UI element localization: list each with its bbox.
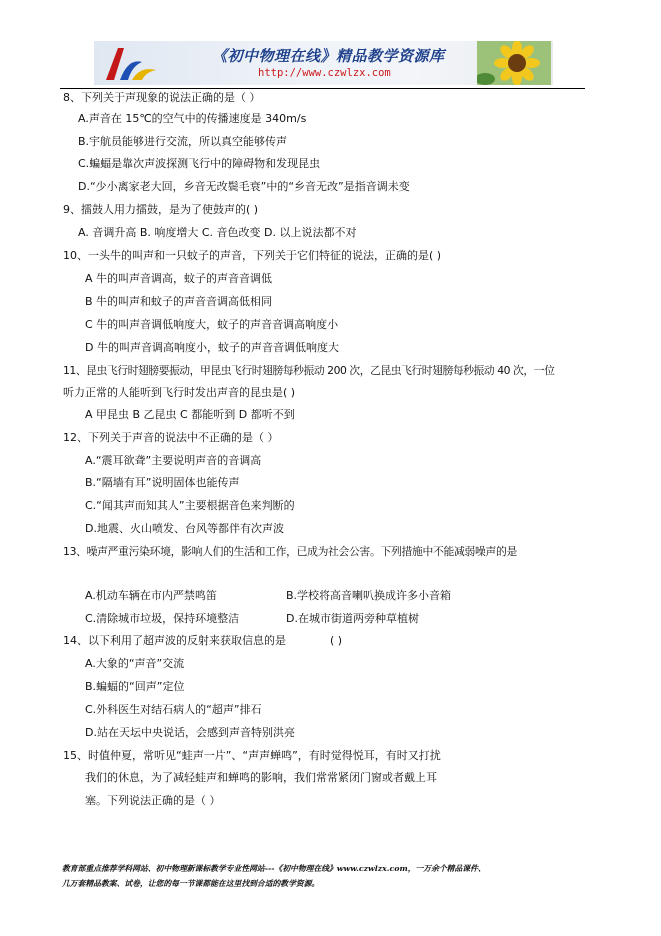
site-logo bbox=[102, 44, 162, 82]
q8-stem: 8、下列关于声现象的说法正确的是（ ） bbox=[63, 91, 261, 104]
q9-options: A. 音调升高 B. 响度增大 C. 音色改变 D. 以上说法都不对 bbox=[78, 226, 357, 239]
q12-option-b: B.“隔墙有耳”说明固体也能传声 bbox=[85, 476, 240, 489]
q10-option-b: B 牛的叫声和蚊子的声音音调高低相同 bbox=[85, 295, 273, 308]
sunflower-image bbox=[477, 41, 551, 85]
q12-stem: 12、下列关于声音的说法中不正确的是（ ） bbox=[63, 431, 279, 444]
q10-option-a: A 牛的叫声音调高，蚊子的声音音调低 bbox=[85, 272, 273, 285]
q8-option-b: B.宇航员能够进行交流，所以真空能够传声 bbox=[78, 135, 288, 148]
q8-option-a: A.声音在 15℃的空气中的传播速度是 340m/s bbox=[78, 112, 307, 125]
footer-line-1: 教育部重点推荐学科网站、初中物理新课标教学专业性网站---《初中物理在线》www.czwlzx.com，一万余个精品课件、 bbox=[62, 864, 486, 873]
q10-option-c: C 牛的叫声音调低响度大，蚊子的声音音调高响度小 bbox=[85, 318, 339, 331]
q9-stem: 9、擂鼓人用力擂鼓，是为了使鼓声的( ) bbox=[63, 203, 259, 216]
q8-option-d: D.“少小离家老大回，乡音无改鬓毛衰”中的“乡音无改”是指音调未变 bbox=[78, 180, 410, 193]
q13-option-b: B.学校将高音喇叭换成许多小音箱 bbox=[286, 589, 452, 602]
q15-stem-line2: 我们的休息，为了减轻蛙声和蝉鸣的影响，我们常常紧闭门窗或者戴上耳 bbox=[85, 771, 437, 784]
q14-option-c: C.外科医生对结石病人的“超声”排石 bbox=[85, 703, 262, 716]
q10-option-d: D 牛的叫声音调高响度小，蚊子的声音音调低响度大 bbox=[85, 341, 339, 354]
q13-stem: 13、噪声严重污染环境，影响人们的生活和工作，已成为社会公害。下列措施中不能减弱噪声的是 bbox=[63, 545, 518, 558]
q11-options: A 甲昆虫 B 乙昆虫 C 都能听到 D 都听不到 bbox=[85, 408, 295, 421]
q12-option-a: A.“震耳欲聋”主要说明声音的音调高 bbox=[85, 454, 262, 467]
q15-stem: 15、时值仲夏，常听见“蛙声一片”、“声声蝉鸣”，有时觉得悦耳，有时又打扰 bbox=[63, 749, 441, 762]
q14-answer-blank: ( ) bbox=[330, 634, 343, 647]
q14-option-a: A.大象的“声音”交流 bbox=[85, 657, 185, 670]
footer-line-2: 几万套精品教案、试卷，让您的每一节课都能在这里找到合适的教学资源。 bbox=[62, 879, 320, 888]
q12-option-c: C.“闻其声而知其人”主要根据音色来判断的 bbox=[85, 499, 295, 512]
q11-stem: 11、昆虫飞行时翅膀要振动，甲昆虫飞行时翅膀每秒振动 200 次，乙昆虫飞行时翅膀每秒振动 40 次，一位 bbox=[63, 364, 555, 377]
q13-option-a: A.机动车辆在市内严禁鸣笛 bbox=[85, 589, 217, 602]
q10-stem: 10、一头牛的叫声和一只蚊子的声音，下列关于它们特征的说法，正确的是( ) bbox=[63, 249, 442, 262]
site-url[interactable]: http://www.czwlzx.com bbox=[258, 67, 391, 79]
q11-stem-continued: 听力正常的人能听到飞行时发出声音的昆虫是( ) bbox=[63, 386, 296, 399]
q12-option-d: D.地震、火山喷发、台风等都伴有次声波 bbox=[85, 522, 284, 535]
q8-option-c: C.蝙蝠是靠次声波探测飞行中的障碍物和发现昆虫 bbox=[78, 157, 321, 170]
q14-option-d: D.站在天坛中央说话，会感到声音特别洪亮 bbox=[85, 726, 295, 739]
q13-option-c: C.清除城市垃圾，保持环境整洁 bbox=[85, 612, 240, 625]
header-rule bbox=[60, 88, 585, 89]
q15-stem-line3: 塞。下列说法正确的是（ ） bbox=[85, 794, 221, 807]
q13-option-d: D.在城市街道两旁种草植树 bbox=[286, 612, 419, 625]
header-banner bbox=[94, 41, 553, 85]
q14-stem: 14、以下利用了超声波的反射来获取信息的是 bbox=[63, 634, 286, 647]
site-title: 《初中物理在线》精品教学资源库 bbox=[212, 47, 445, 65]
q14-option-b: B.蝙蝠的“回声”定位 bbox=[85, 680, 185, 693]
